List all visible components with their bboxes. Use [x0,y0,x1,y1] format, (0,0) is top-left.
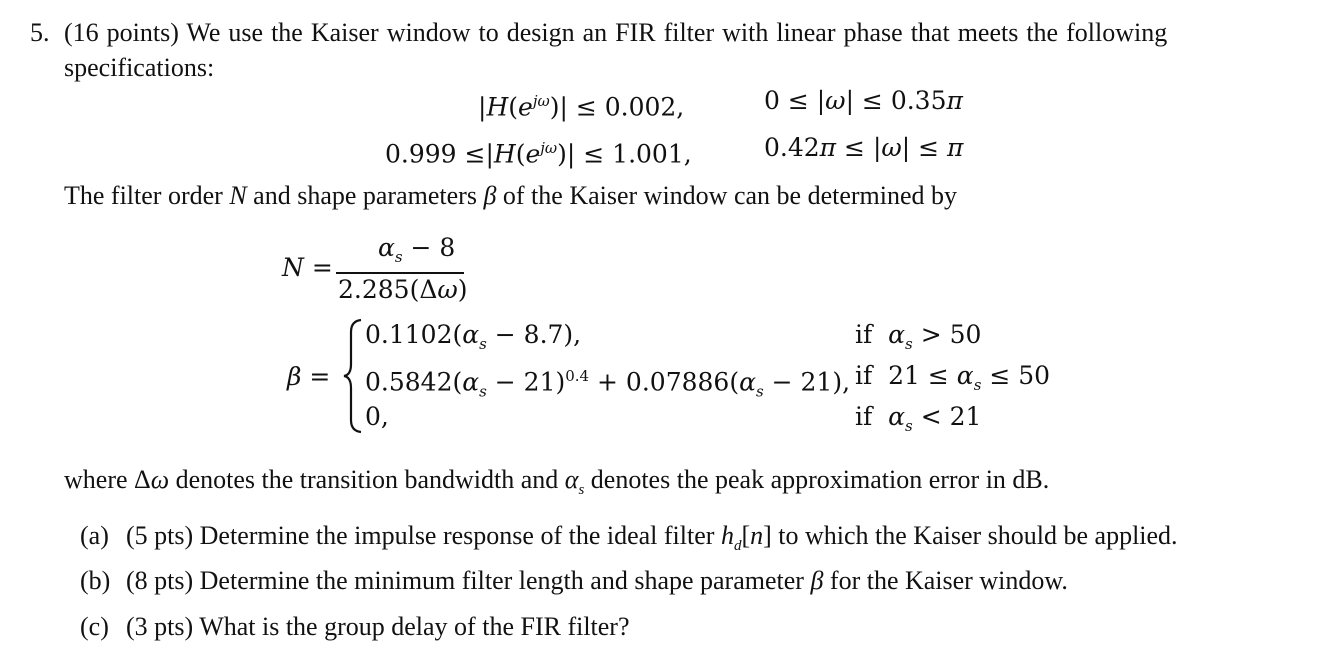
beta-case-1-expr: $0.1102(\alpha_s - 8.7)$, [365,320,582,353]
intro-text: The filter order N and shape parameters β of the Kaiser window can be determined by [64,181,958,210]
part-a-text: (5 pts) Determine the impulse response of the ideal filter $h_d[n]$ to which the Kaiser should be applied. [126,521,1178,555]
formula-n-numerator: $\alpha_s - 8$ [378,233,456,266]
problem-header: (16 points) We use the Kaiser window to design an FIR filter with linear phase that meets the following [64,18,1168,47]
beta-case-3-cond: if $\alpha_s < 21$ [855,402,982,435]
problem-number: 5. [30,18,50,47]
part-c-label: (c) [80,612,109,641]
formula-beta-lhs: β = [287,362,331,391]
formula-n-lhs: N = [282,253,333,282]
spec-row1-left: $|H(e^{j\omega})| \le 0.002$, [478,92,685,122]
beta-case-2-expr: $0.5842(\alpha_s - 21)^{0.4} + 0.07886(\alpha_s - 21)$, [365,367,851,401]
problem-header-cont: specifications: [64,53,215,82]
spec-row1-right: 0 ≤ |ω| ≤ 0.35π [764,86,963,115]
beta-case-3-expr: 0, [365,402,389,431]
spec-row2-left: $0.999 \le|H(e^{j\omega})| \le 1.001$, [385,139,692,169]
beta-case-2-cond: if $21 \le \alpha_s \le 50$ [855,361,1051,394]
part-b-text: (8 pts) Determine the minimum filter length and shape parameter β for the Kaiser window. [126,566,1068,595]
where-text: where Δω denotes the transition bandwidth and $\alpha_s$ denotes the peak approximation error in dB. [64,465,1050,499]
part-b-label: (b) [80,566,111,595]
part-c-text: (3 pts) What is the group delay of the FIR filter? [126,612,630,641]
spec-row2-right: 0.42π ≤ |ω| ≤ π [764,133,964,162]
part-a-label: (a) [80,521,109,550]
fraction-bar [336,272,464,274]
formula-n-denominator: 2.285(Δω) [338,275,468,304]
beta-case-1-cond: if $\alpha_s > 50$ [855,320,982,353]
left-brace [342,318,364,434]
